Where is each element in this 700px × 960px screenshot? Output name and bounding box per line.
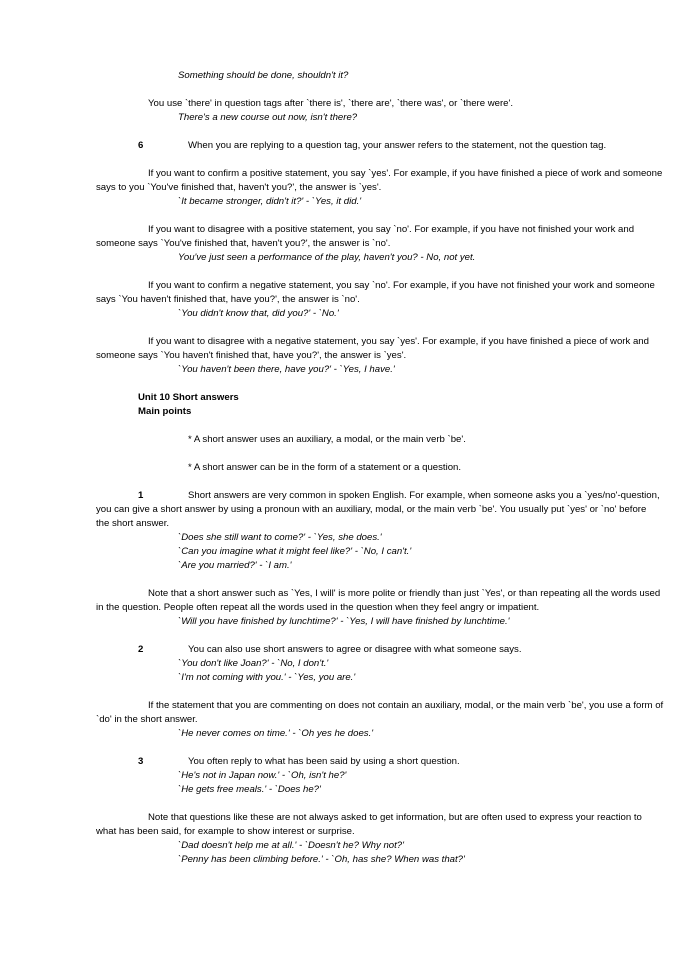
- body-line: If you want to disagree with a positive statement, you say `no'. For example, if you have not finished your work and: [148, 224, 635, 235]
- body-line: someone says `You haven't finished that, have you?', the answer is `yes'.: [96, 350, 407, 361]
- example-line: `It became stronger, didn't it?' - `Yes, it did.': [178, 196, 362, 207]
- bullet-point: * A short answer can be in the form of a statement or a question.: [188, 462, 462, 473]
- example-line: `Does she still want to come?' - `Yes, she does.': [178, 532, 382, 543]
- body-line: `do' in the short answer.: [96, 714, 198, 725]
- body-line: the short answer.: [96, 518, 170, 529]
- body-line: Short answers are very common in spoken English. For example, when someone asks you a `yes/no'-question,: [188, 490, 660, 501]
- body-line: what has been said, for example to show interest or surprise.: [96, 826, 355, 837]
- body-line: someone says `You've finished that, haven't you?', the answer is `no'.: [96, 238, 391, 249]
- body-line: If the statement that you are commenting on does not contain an auxiliary, modal, or the main verb `be', you use a form of: [148, 700, 664, 711]
- example-line: `Dad doesn't help me at all.' - `Doesn't he? Why not?': [178, 840, 404, 851]
- unit-subtitle: Main points: [138, 406, 192, 417]
- example-line: `He never comes on time.' - `Oh yes he does.': [178, 728, 374, 739]
- body-line: You use `there' in question tags after `there is', `there are', `there was', or `there were'.: [148, 98, 514, 109]
- body-line: says to you `You've finished that, haven't you?', the answer is `yes'.: [96, 182, 382, 193]
- unit-title: Unit 10 Short answers: [138, 392, 239, 403]
- point-number: 6: [138, 140, 144, 151]
- body-line: If you want to confirm a positive statement, you say `yes'. For example, if you have finished a piece of work and someone: [148, 168, 663, 179]
- example-line: `Will you have finished by lunchtime?' - `Yes, I will have finished by lunchtime.': [178, 616, 510, 627]
- body-line: Note that questions like these are not always asked to get information, but are often used to express your reaction to: [148, 812, 642, 823]
- example-line: `Can you imagine what it might feel like?' - `No, I can't.': [178, 546, 412, 557]
- example-line: `You didn't know that, did you?' - `No.': [178, 308, 339, 319]
- example-line: Something should be done, shouldn't it?: [178, 70, 349, 81]
- example-line: `Penny has been climbing before.' - `Oh, has she? When was that?': [178, 854, 465, 865]
- body-line: When you are replying to a question tag, your answer refers to the statement, not the question tag.: [188, 140, 607, 151]
- body-line: You can also use short answers to agree or disagree with what someone says.: [188, 644, 522, 655]
- body-line: Note that a short answer such as `Yes, I will' is more polite or friendly than just `Yes', or than repeating all the words used: [148, 588, 661, 599]
- bullet-point: * A short answer uses an auxiliary, a modal, or the main verb `be'.: [188, 434, 466, 445]
- example-line: You've just seen a performance of the play, haven't you? - No, not yet.: [178, 252, 476, 263]
- point-number: 1: [138, 490, 144, 501]
- body-line: If you want to disagree with a negative statement, you say `yes'. For example, if you have finished a piece of work and: [148, 336, 649, 347]
- example-line: `I'm not coming with you.' - `Yes, you are.': [178, 672, 356, 683]
- point-number: 3: [138, 756, 144, 767]
- body-line: You often reply to what has been said by using a short question.: [188, 756, 460, 767]
- body-line: says `You haven't finished that, have you?', the answer is `no'.: [96, 294, 360, 305]
- example-line: There's a new course out now, isn't there?: [178, 112, 358, 123]
- example-line: `You don't like Joan?' - `No, I don't.': [178, 658, 329, 669]
- body-line: If you want to confirm a negative statement, you say `no'. For example, if you have not finished your work and someone: [148, 280, 655, 291]
- body-line: you can give a short answer by using a pronoun with an auxiliary, modal, or the main verb `be'. You usually put `yes' or `no' before: [96, 504, 647, 515]
- example-line: `He gets free meals.' - `Does he?': [178, 784, 321, 795]
- example-line: `Are you married?' - `I am.': [178, 560, 292, 571]
- example-line: `He's not in Japan now.' - `Oh, isn't he?': [178, 770, 347, 781]
- point-number: 2: [138, 644, 144, 655]
- body-line: in the question. People often repeat all the words used in the question when they feel angry or impatient.: [96, 602, 540, 613]
- example-line: `You haven't been there, have you?' - `Yes, I have.': [178, 364, 395, 375]
